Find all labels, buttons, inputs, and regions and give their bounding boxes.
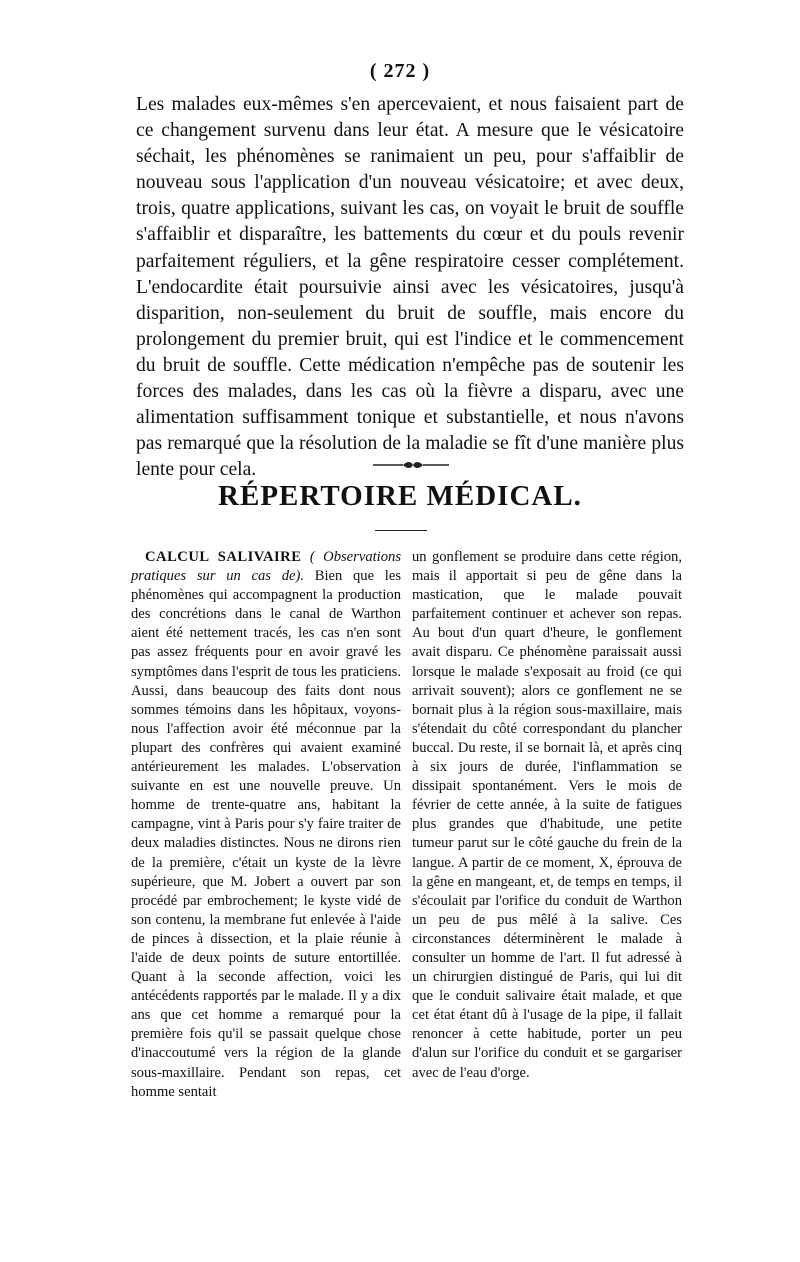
title-rule [375,530,427,531]
intro-paragraph: Les malades eux-mêmes s'en apercevaient, et nous faisaient part de ce changement survenu dans leur état. A mesure que le vésicatoire séchait, les phénomènes se ranimaient un peu, pour s'affaiblir de nouveau sous l'application d'un nouveau vésicatoire; et avec deux, trois, quatre applications, suivant les cas, on voyait le bruit de souffle s'affaiblir et disparaître, les battements du cœur et du pouls revenir parfaitement réguliers, et la gêne respiratoire cesser complétement. L'endocardite était poursuivie ainsi avec les vésicatoires, jusqu'à disparition, non-seulement du bruit de souffle, mais encore du prolongement du premier bruit, qui est l'indice et le commencement du bruit de souffle. Cette médication n'empêche pas de soutenir les forces des malades, dans les cas où la fièvre a disparu, avec une alimentation suffisamment tonique et substantielle, et nous n'avons pas remarqué que la résolution de la maladie se fît d'une manière plus lente pour cela. [136,94,684,481]
entry-heading: CALCUL SALIVAIRE [145,549,302,565]
page-number: ( 272 ) [369,60,431,82]
section-title: RÉPERTOIRE MÉDICAL. [218,480,582,512]
entry-subheading: ( Observations pratiques sur un cas de). [131,549,401,585]
left-column-text: Bien que les phénomènes qui accompagnent la production des concrétions dans le canal de Warthon aient été nettement tracés, les cas n'en sont pas assez fréquents pour en avoir gravé les symptômes dans l'esprit de tous les praticiens. Aussi, dans beaucoup des faits dont nous sommes témoins dans les hôpitaux, voyons-nous l'affection avoir été méconnue par la plupart des confrères qui avaient examiné antérieurement les malades. L'observation suivante en est une nouvelle preuve. Un homme de trente-quatre ans, habitant la campagne, vint à Paris pour s'y faire traiter de deux maladies distinctes. Nous ne dirons rien de la première, c'était un kyste de la lèvre supérieure, que M. Jobert a ouvert par son procédé par embrochement; le kyste vidé de son contenu, la membrane fut enlevée à l'aide de pinces à dissection, et la plaie réunie à l'aide de deux points de suture entortillée. Quant à la seconde affection, voici les antécédents rapportés par le malade. Il y a dix ans que cet homme a remarqué pour la première fois qu'il se passait quelque chose d'inaccoutumé vers la région de la glande sous-maxillaire. Pendant son repas, cet homme sentait [131,568,401,1100]
ornament-divider [373,461,449,469]
right-column: un gonflement se produire dans cette région, mais il apportait si peu de gêne dans la mastication, que le malade pouvait parfaitement continuer et achever son repas. Au bout d'un quart d'heure, le gonflement avait disparu. Ce phénomène paraissait aussi lorsque le malade s'exposait au froid (ce qui arrivait souvent); alors ce gonflement ne se bornait plus à la région sous-maxillaire, mais s'étendait du côté correspondant du plancher buccal. Du reste, il se bornait là, et après cinq à six jours de durée, l'inflammation se dissipait spontanément. Vers le mois de février de cette année, à la suite de fatigues plus grandes que d'habitude, une petite tumeur parut sur le côté gauche du frein de la langue. A partir de ce moment, X, éprouva de la gêne en mangeant, et, de temps en temps, il s'écoulait par l'orifice du conduit de Warthon un peu de pus mêlé à la salive. Ces circonstances déterminèrent le malade à consulter un homme de l'art. Il fut adressé à un chirurgien distingué de Paris, qui lui dit que le conduit salivaire était malade, et que cet état étant dû à l'usage de la pipe, il fallait renoncer à cette habitude, porter un peu d'alun sur l'orifice du conduit et se gargariser avec de l'eau d'orge. [412,549,682,1081]
left-column [131,548,401,1102]
